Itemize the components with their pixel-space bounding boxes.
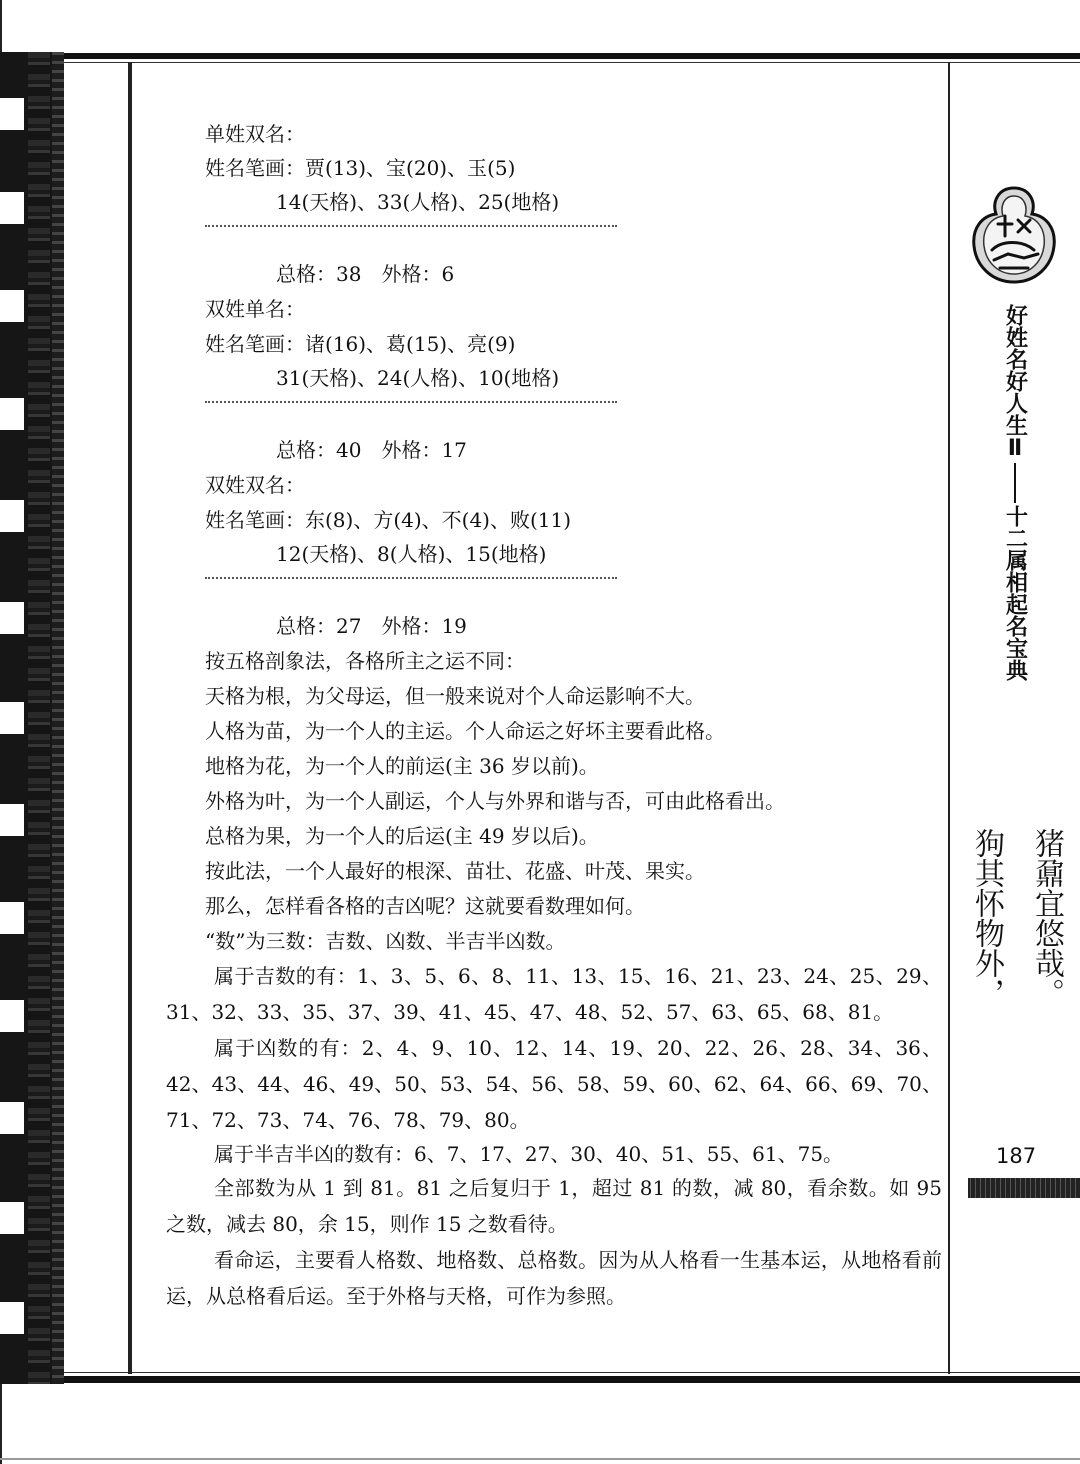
section-heading: 双姓单名： (205, 297, 305, 321)
poem-column-right: 猪鼐宜悠哉。 (1029, 828, 1064, 1008)
book-title-vertical (1000, 304, 1030, 681)
paragraph-unlucky-numbers: 属于凶数的有：2、4、9、10、12、14、19、20、22、26、28、34、36、42、43、44、46、49、50、53、54、56、58、59、60、62、64、66、69、70、71、72、73、74、76、78、79、80。 (166, 1036, 942, 1132)
grid-values-line: 31(天格)、24(人格)、10(地格) (276, 366, 560, 390)
text-line: 人格为苗，为一个人的主运。个人命运之好坏主要看此格。 (205, 719, 725, 743)
text-line: 外格为叶，为一个人副运，个人与外界和谐与否，可由此格看出。 (205, 789, 785, 813)
stroke-count-line: 姓名笔画：诸(16)、葛(15)、亮(9) (205, 332, 516, 356)
title-dash (1014, 463, 1016, 503)
totals-line: 总格：38 外格：6 (276, 262, 455, 286)
text-line: 天格为根，为父母运，但一般来说对个人命运影响不大。 (205, 684, 705, 708)
dotted-divider (205, 401, 617, 403)
paragraph-number-range: 全部数为从 1 到 81。81 之后复归于 1，超过 81 的数，减 80，看余数。如 95 之数，减去 80，余 15，则作 15 之数看待。 (166, 1176, 942, 1236)
text-line: 地格为花，为一个人的前运(主 36 岁以前)。 (205, 754, 599, 778)
dotted-divider (205, 225, 617, 227)
book-title-part1: 好姓名好人生 (1002, 304, 1028, 436)
dotted-divider (205, 577, 617, 579)
paragraph-half-lucky-numbers: 属于半吉半凶的数有：6、7、17、27、30、40、51、55、61、75。 (214, 1142, 844, 1166)
page-number-bar (968, 1178, 1080, 1198)
text-frame-right-line (948, 62, 950, 1374)
bottom-rule (64, 1376, 1080, 1383)
paragraph-lucky-numbers: 属于吉数的有：1、3、5、6、8、11、13、15、16、21、23、24、25、29、31、32、33、35、37、39、41、45、47、48、52、57、63、65、68、81。 (166, 964, 942, 1024)
page-number: 187 (996, 1144, 1037, 1168)
book-title-part2: 十二属相起名宝典 (1002, 505, 1028, 681)
stroke-count-line: 姓名笔画：贾(13)、宝(20)、玉(5) (205, 156, 516, 180)
text-line: 按五格剖象法，各格所主之运不同： (205, 649, 525, 673)
paragraph-reading-fortune: 看命运，主要看人格数、地格数、总格数。因为从人格看一生基本运，从地格看前运，从总格看后运。至于外格与天格，可作为参照。 (166, 1248, 942, 1308)
totals-line: 总格：27 外格：19 (276, 614, 467, 638)
totals-line: 总格：40 外格：17 (276, 438, 467, 462)
poem-column-left: 狗其怀物外， (969, 828, 1004, 1008)
text-line: 总格为果，为一个人的后运(主 49 岁以后)。 (205, 824, 599, 848)
volume-number: Ⅱ (1007, 436, 1023, 461)
section-heading: 单姓双名： (205, 122, 305, 146)
grid-values-line: 14(天格)、33(人格)、25(地格) (276, 190, 560, 214)
section-heading: 双姓双名： (205, 473, 305, 497)
zodiac-emblem-graphic (968, 184, 1060, 288)
text-line: 按此法，一个人最好的根深、苗壮、花盛、叶茂、果实。 (205, 859, 705, 883)
grid-values-line: 12(天格)、8(人格)、15(地格) (276, 542, 547, 566)
stroke-count-line: 姓名笔画：东(8)、方(4)、不(4)、败(11) (205, 508, 572, 532)
page-edge-bottom (0, 1458, 1080, 1460)
zodiac-emblem (968, 184, 1060, 288)
text-line: 那么，怎样看各格的吉凶呢？这就要看数理如何。 (205, 894, 645, 918)
text-line: “数”为三数：吉数、凶数、半吉半凶数。 (205, 929, 566, 953)
